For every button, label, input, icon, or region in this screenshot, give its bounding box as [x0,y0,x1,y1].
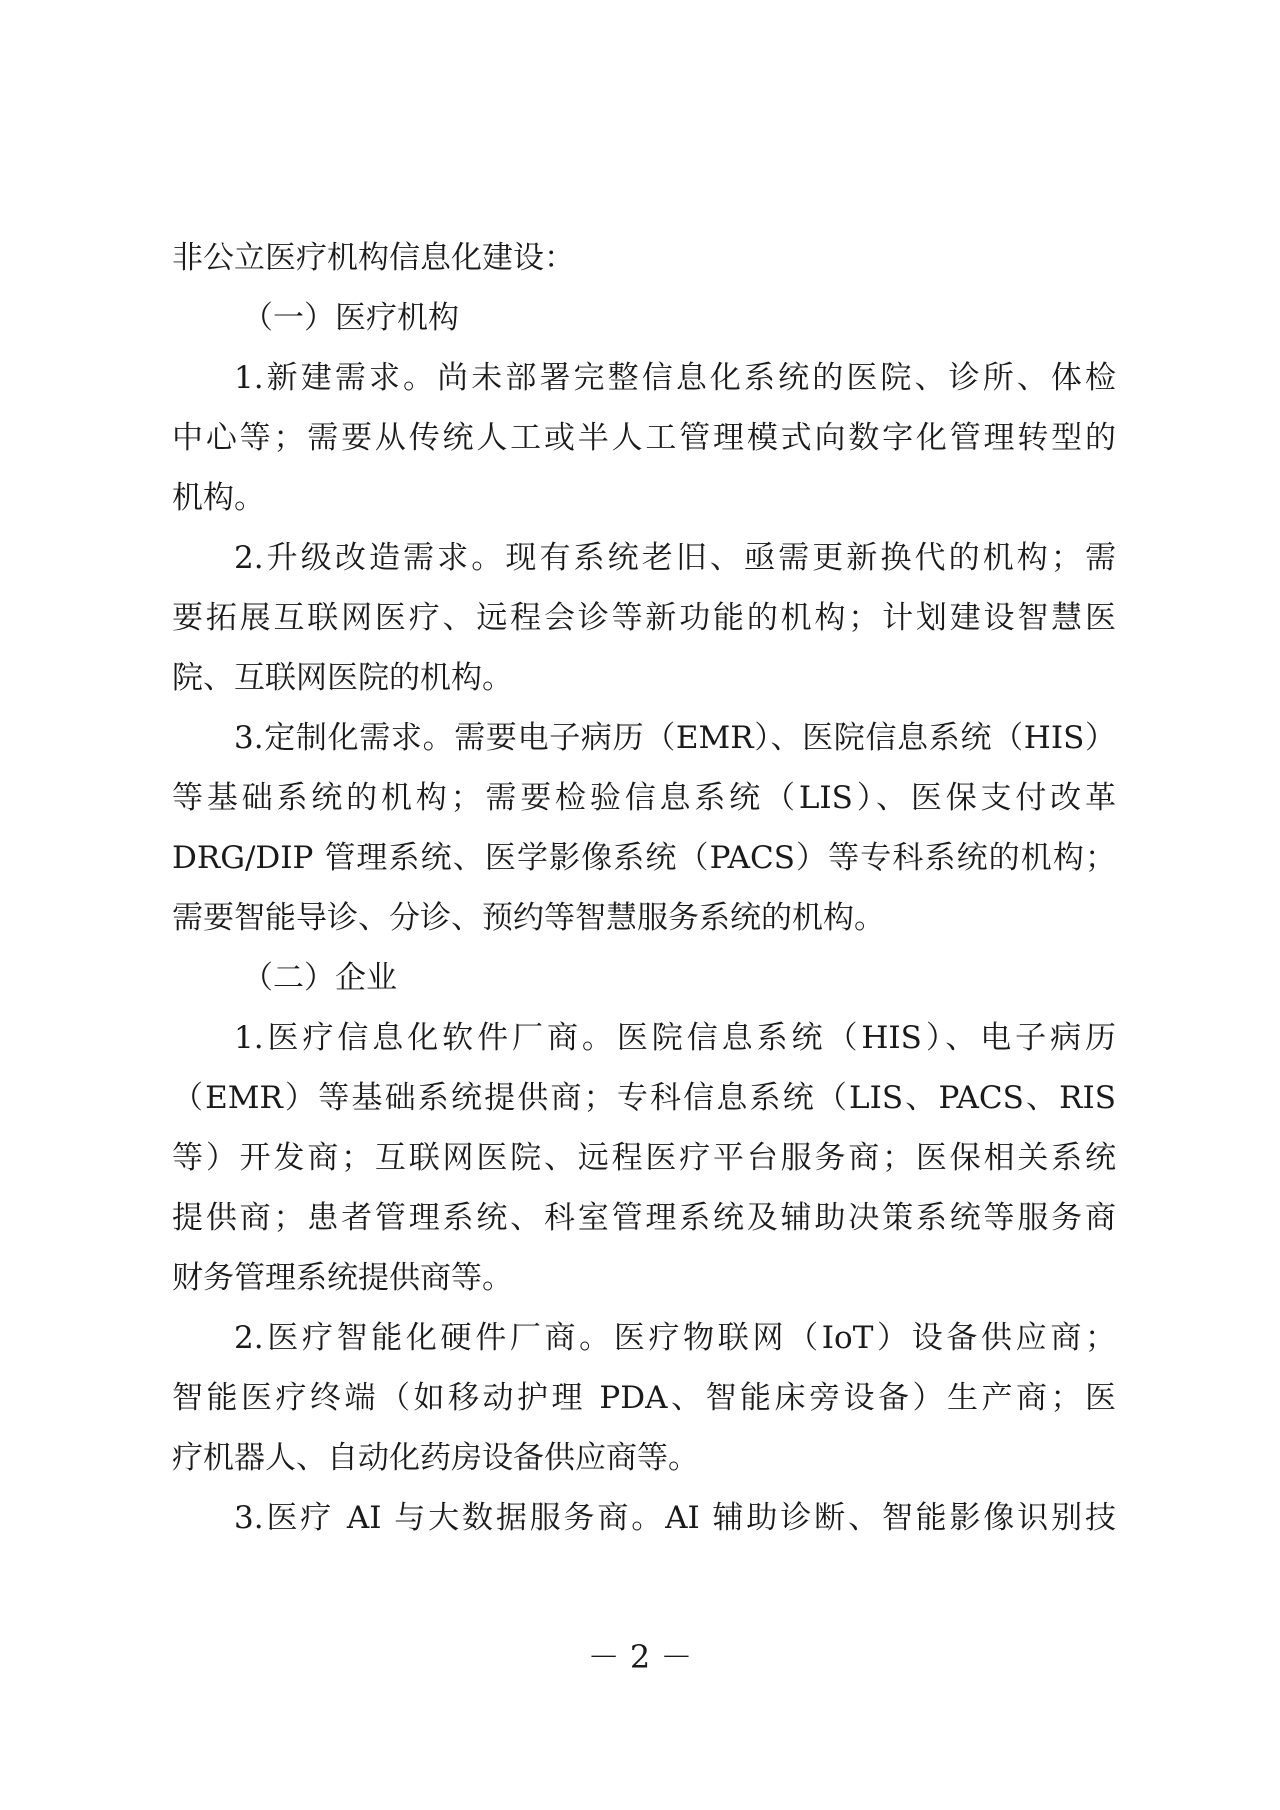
paragraph-line: 提供商；患者管理系统、科室管理系统及辅助决策系统等服务商 [172,1200,1116,1236]
paragraph-line: 3.定制化需求。需要电子病历（EMR）、医院信息系统（HIS） [234,720,1116,756]
paragraph-line: 2.升级改造需求。现有系统老旧、亟需更新换代的机构；需 [234,540,1116,576]
paragraph-line: 财务管理系统提供商等。 [172,1260,513,1296]
section-heading: （一）医疗机构 [242,300,459,336]
paragraph-line: 等）开发商；互联网医院、远程医疗平台服务商；医保相关系统 [172,1140,1116,1176]
paragraph-line: 1.医疗信息化软件厂商。医院信息系统（HIS）、电子病历 [234,1020,1116,1056]
paragraph-line: 中心等；需要从传统人工或半人工管理模式向数字化管理转型的 [172,420,1116,456]
document-body [172,228,1116,1548]
page-number: － 2 － [587,1638,693,1676]
paragraph-line: DRG/DIP 管理系统、医学影像系统（PACS）等专科系统的机构； [172,840,1116,876]
paragraph-line: 2.医疗智能化硬件厂商。医疗物联网（IoT）设备供应商； [234,1320,1116,1356]
paragraph-line: 需要智能导诊、分诊、预约等智慧服务系统的机构。 [172,900,885,936]
paragraph-line: 1.新建需求。尚未部署完整信息化系统的医院、诊所、体检 [234,360,1116,396]
paragraph-line: 院、互联网医院的机构。 [172,660,513,696]
paragraph-line: 疗机器人、自动化药房设备供应商等。 [172,1440,699,1476]
paragraph-line: 等基础系统的机构；需要检验信息系统（LIS）、医保支付改革 [172,780,1116,816]
paragraph-line: 非公立医疗机构信息化建设： [172,240,575,276]
paragraph-line: 智能医疗终端（如移动护理 PDA、智能床旁设备）生产商；医 [172,1380,1116,1416]
paragraph-line: 3.医疗 AI 与大数据服务商。AI 辅助诊断、智能影像识别技 [234,1500,1116,1536]
section-heading: （二）企业 [242,960,397,996]
paragraph-line: 机构。 [172,480,265,516]
paragraph-line: （EMR）等基础系统提供商；专科信息系统（LIS、PACS、RIS [172,1080,1116,1116]
paragraph-line: 要拓展互联网医疗、远程会诊等新功能的机构；计划建设智慧医 [172,600,1116,636]
